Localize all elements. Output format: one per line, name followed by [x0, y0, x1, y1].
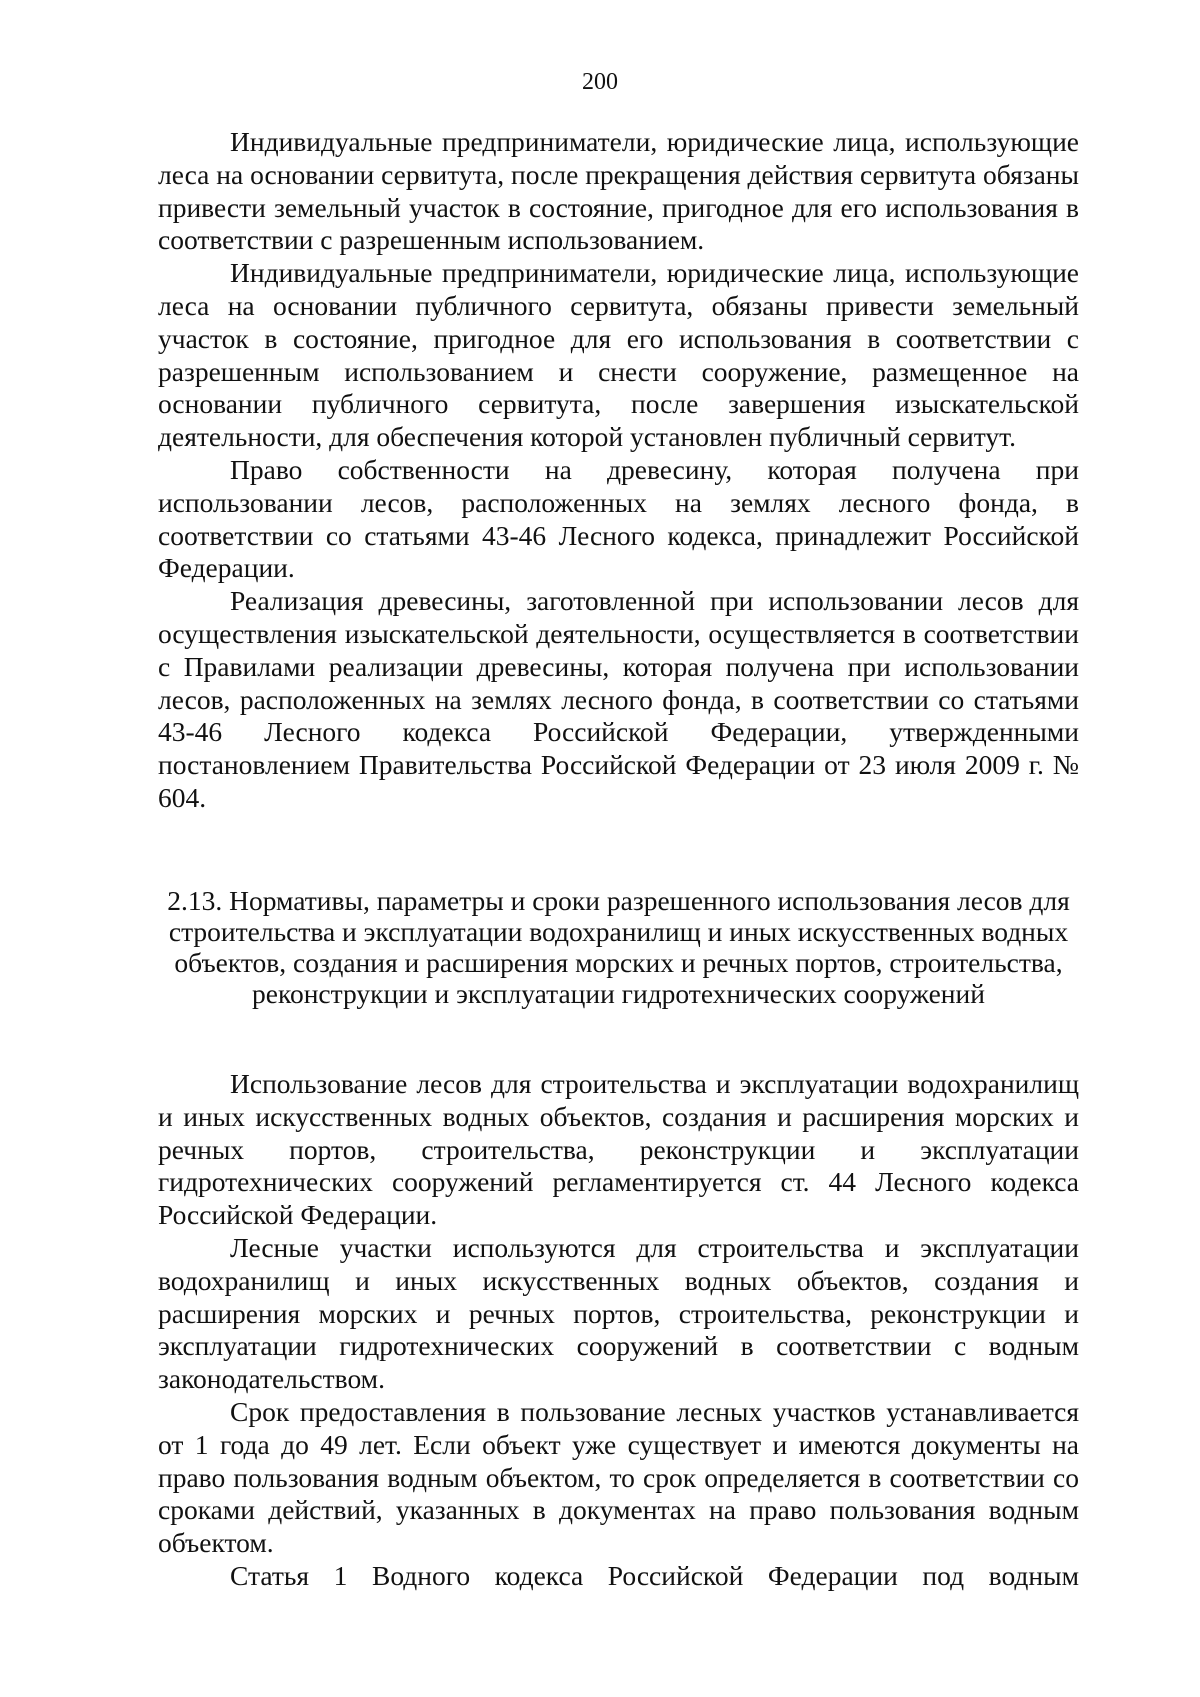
page-number: 200: [582, 69, 618, 95]
paragraph: Право собственности на древесину, которая получена при использовании лесов, расположенных на землях лесного фонда, в соответствии со статьями 43-46 Лесного кодекса, принадлежит Российской Федерации.: [158, 453, 1079, 584]
paragraph: Использование лесов для строительства и эксплуатации водохранилищ и иных искусственных водных объектов, создания и расширения морских и речных портов, строительства, реконструкции и эксплуатации гидротехнических сооружений регламентируется ст. 44 Лесного кодекса Российской Федерации.: [158, 1068, 1079, 1231]
paragraph: Статья 1 Водного кодекса Российской Федерации под водным: [230, 1559, 1079, 1591]
paragraph: Индивидуальные предприниматели, юридические лица, использующие леса на основании публичного сервитута, обязаны привести земельный участок в состояние, пригодное для его использования в соответствии с разрешенным использованием и снести сооружение, размещенное на основании публичного сервитута, после завершения изыскательской деятельности, для обеспечения которой установлен публичный сервитут.: [158, 257, 1079, 453]
body-text-bottom: [158, 1068, 1079, 1593]
body-text-top: [158, 126, 1079, 815]
section-heading: 2.13. Нормативы, параметры и сроки разрешенного использования лесов для строительства и эксплуатации водохранилищ и иных искусственных водных объектов, создания и расширения морских и речных портов, строительства, реконструкции и эксплуатации гидротехнических сооружений: [167, 885, 1070, 1009]
paragraph: Индивидуальные предприниматели, юридические лица, использующие леса на основании сервитута, после прекращения действия сервитута обязаны привести земельный участок в состояние, пригодное для его использования в соответствии с разрешенным использованием.: [158, 126, 1079, 256]
paragraph: Реализация древесины, заготовленной при использовании лесов для осуществления изыскательской деятельности, осуществляется в соответствии с Правилами реализации древесины, которая получена при использовании лесов, расположенных на землях лесного фонда, в соответствии со статьями 43-46 Лесного кодекса Российской Федерации, утвержденными постановлением Правительства Российской Федерации от 23 июля 2009 г. № 604.: [158, 585, 1079, 813]
paragraph: Срок предоставления в пользование лесных участков устанавливается от 1 года до 49 лет. Если объект уже существует и имеются документы на право пользования водным объектом, то срок определяется в соответствии со сроками действий, указанных в документах на право пользования водным объектом.: [158, 1395, 1079, 1559]
paragraph: Лесные участки используются для строительства и эксплуатации водохранилищ и иных искусственных водных объектов, создания и расширения морских и речных портов, строительства, реконструкции и эксплуатации гидротехнических сооружений в соответствии с водным законодательством.: [158, 1231, 1079, 1395]
